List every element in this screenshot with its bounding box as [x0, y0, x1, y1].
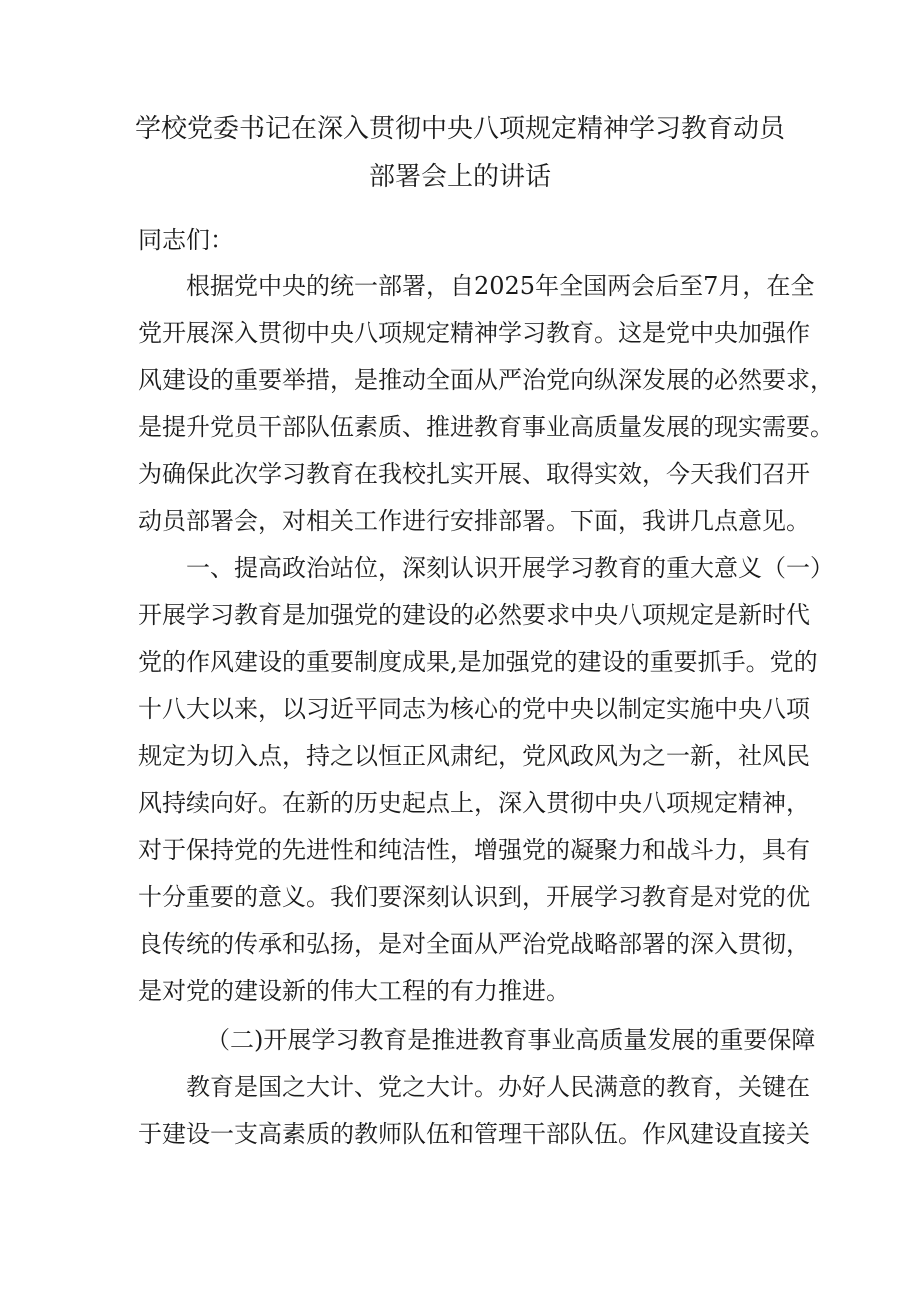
body-line: 风持续向好。在新的历史起点上，深入贯彻中央八项规定精神，: [138, 789, 810, 817]
body-line: 规定为切入点，持之以恒正风肃纪，党风政风为之一新，社风民: [138, 742, 810, 770]
body-line: 党的作风建设的重要制度成果,是加强党的建设的重要抓手。党的: [138, 648, 818, 676]
body-line: 风建设的重要举措，是推动全面从严治党向纵深发展的必然要求，: [138, 366, 834, 394]
body-line: 十八大以来，以习近平同志为核心的党中央以制定实施中央八项: [138, 695, 810, 723]
body-line: 十分重要的意义。我们要深刻认识到，开展学习教育是对党的优: [138, 883, 810, 911]
document-title-line-1: 学校党委书记在深入贯彻中央八项规定精神学习教育动员: [134, 114, 785, 144]
body-line: 对于保持党的先进性和纯洁性，增强党的凝聚力和战斗力，具有: [138, 836, 810, 864]
body-line: 是对党的建设新的伟大工程的有力推进。: [138, 977, 570, 1005]
body-line: 教育是国之大计、党之大计。办好人民满意的教育，关键在: [186, 1073, 810, 1101]
body-line: 为确保此次学习教育在我校扎实开展、取得实效，今天我们召开: [138, 460, 810, 488]
body-line: 是提升党员干部队伍素质、推进教育事业高质量发展的现实需要。: [138, 413, 834, 441]
document-title-line-2: 部署会上的讲话: [368, 162, 551, 192]
section-heading-line: 一、提高政治站位，深刻认识开展学习教育的重大意义（一）: [186, 554, 834, 582]
body-line: 党开展深入贯彻中央八项规定精神学习教育。这是党中央加强作: [138, 319, 810, 347]
body-line: 良传统的传承和弘扬，是对全面从严治党战略部署的深入贯彻，: [138, 930, 810, 958]
subsection-heading-line: （二)开展学习教育是推进教育事业高质量发展的重要保障: [206, 1026, 816, 1054]
body-line: 于建设一支高素质的教师队伍和管理干部队伍。作风建设直接关: [138, 1120, 810, 1148]
body-line: 根据党中央的统一部署，自2025年全国两会后至7月，在全: [186, 272, 815, 300]
greeting: 同志们：: [138, 226, 234, 254]
body-line: 动员部署会，对相关工作进行安排部署。下面，我讲几点意见。: [138, 507, 810, 535]
body-line: 开展学习教育是加强党的建设的必然要求中央八项规定是新时代: [138, 601, 810, 629]
